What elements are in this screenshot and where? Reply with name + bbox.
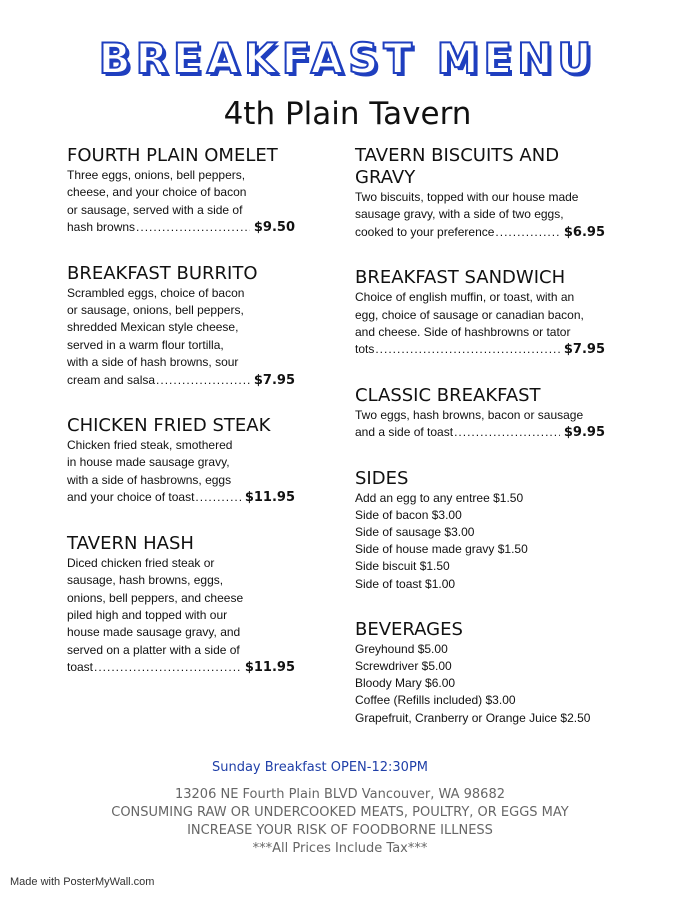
price-line: [67, 219, 295, 236]
side-item: Side biscuit $1.50: [355, 559, 450, 574]
restaurant-name: 4th Plain Tavern: [223, 96, 472, 132]
description-line: shredded Mexican style cheese,: [67, 320, 239, 335]
description-line: egg, choice of sausage or canadian bacon,: [355, 307, 584, 322]
description-line: toast: [67, 660, 94, 675]
description-line: Three eggs, onions, bell peppers,: [67, 168, 246, 182]
menu-item: [67, 415, 295, 507]
description-line: Two biscuits, topped with our house made: [355, 190, 579, 204]
item-description: [355, 289, 605, 359]
watermark: Made with PosterMyWall.com: [10, 876, 155, 888]
description-line: sausage gravy, with a side of two eggs,: [355, 207, 564, 222]
item-description: [355, 407, 605, 442]
dot-leader: [495, 224, 559, 241]
description-line: served in a warm flour tortilla,: [67, 337, 224, 352]
price-line: [355, 224, 605, 241]
description-line: in house made sausage gravy,: [67, 455, 230, 470]
beverage-item: Grapefruit, Cranberry or Orange Juice $2.50: [355, 710, 591, 725]
description-line: served on a platter with a side of: [67, 642, 240, 657]
description-line: Choice of english muffin, or toast, with an: [355, 290, 575, 305]
description-line: Diced chicken fried steak or: [67, 555, 215, 570]
price-line: [67, 659, 295, 676]
sides-section: [355, 468, 605, 593]
right-column: [355, 145, 605, 753]
item-title: BREAKFAST BURRITO: [67, 262, 258, 284]
menu-item: [67, 263, 295, 389]
description-line: cream and salsa: [67, 372, 156, 387]
item-price: $11.95: [244, 490, 295, 506]
food-warning: INCREASE YOUR RISK OF FOODBORNE ILLNESS: [187, 823, 493, 838]
description-line: Chicken fried steak, smothered: [67, 438, 233, 453]
description-line: cooked to your preference: [355, 224, 495, 239]
beverage-item: Coffee (Refills included) $3.00: [355, 693, 516, 708]
item-title: TAVERN HASH: [67, 532, 194, 554]
item-price: $11.95: [244, 660, 295, 676]
item-price: $7.95: [563, 342, 605, 358]
menu-item: [355, 385, 605, 442]
item-price: $6.95: [563, 224, 605, 240]
description-line: onions, bell peppers, and cheese: [67, 590, 244, 605]
beverage-item: Greyhound $5.00: [355, 641, 448, 656]
menu-item: [67, 145, 295, 237]
description-line: piled high and topped with our: [67, 607, 228, 622]
description-line: cheese, and your choice of bacon: [67, 185, 247, 200]
description-line: and cheese. Side of hashbrowns or tator: [355, 325, 571, 340]
item-title: TAVERN BISCUITS AND GRAVY: [355, 145, 560, 188]
item-description: [67, 555, 295, 677]
item-price: $9.95: [563, 425, 605, 441]
tax-note: ***All Prices Include Tax***: [252, 841, 428, 856]
item-title: CLASSIC BREAKFAST: [355, 384, 541, 406]
description-line: and a side of toast: [355, 425, 454, 440]
description-line: with a side of hash browns, sour: [67, 355, 239, 370]
dot-leader: [375, 341, 560, 358]
side-item: Side of sausage $3.00: [355, 525, 475, 540]
price-line: [67, 489, 295, 506]
price-line: [355, 341, 605, 358]
item-price: $9.50: [253, 220, 295, 236]
menu-title: BREAKFAST MENU: [98, 34, 597, 83]
left-column: [67, 145, 295, 703]
item-title: FOURTH PLAIN OMELET: [67, 145, 278, 166]
description-line: sausage, hash browns, eggs,: [67, 573, 224, 588]
side-item: Side of toast $1.00: [355, 576, 456, 591]
dot-leader: [454, 424, 560, 441]
description-line: or sausage, served with a side of: [67, 202, 243, 217]
footer-info: [0, 786, 680, 858]
description-line: or sausage, onions, bell peppers,: [67, 303, 244, 318]
menu-item: [355, 145, 605, 241]
menu-item: [355, 267, 605, 359]
description-line: with a side of hasbrowns, eggs: [67, 472, 232, 487]
side-item: Side of house made gravy $1.50: [355, 542, 528, 557]
item-price: $7.95: [253, 372, 295, 388]
dot-leader: [136, 219, 250, 236]
item-title: BREAKFAST SANDWICH: [355, 267, 566, 289]
beverages-heading: BEVERAGES: [355, 618, 463, 640]
dot-leader: [156, 372, 250, 389]
dot-leader: [195, 489, 240, 506]
description-line: and your choice of toast: [67, 490, 195, 505]
description-line: tots: [355, 342, 375, 357]
address: 13206 NE Fourth Plain BLVD Vancouver, WA 98682: [174, 787, 505, 802]
dot-leader: [94, 659, 241, 676]
description-line: Scrambled eggs, choice of bacon: [67, 285, 245, 300]
item-title: CHICKEN FRIED STEAK: [67, 415, 271, 437]
beverages-section: [355, 619, 605, 727]
item-description: [355, 189, 605, 241]
beverage-item: Screwdriver $5.00: [355, 659, 452, 674]
beverage-item: Bloody Mary $6.00: [355, 676, 456, 691]
menu-item: [67, 533, 295, 677]
side-item: Side of bacon $3.00: [355, 507, 462, 522]
item-description: [67, 437, 295, 507]
description-line: hash browns: [67, 220, 136, 235]
item-description: [67, 167, 295, 237]
price-line: [355, 424, 605, 441]
price-line: [67, 372, 295, 389]
food-warning: CONSUMING RAW OR UNDERCOOKED MEATS, POULTRY, OR EGGS MAY: [111, 805, 569, 820]
side-item: Add an egg to any entree $1.50: [355, 490, 524, 505]
description-line: Two eggs, hash browns, bacon or sausage: [355, 407, 584, 422]
description-line: house made sausage gravy, and: [67, 625, 241, 640]
sides-heading: SIDES: [355, 467, 409, 489]
item-description: [67, 285, 295, 389]
opening-hours: Sunday Breakfast OPEN-12:30PM: [211, 760, 428, 775]
